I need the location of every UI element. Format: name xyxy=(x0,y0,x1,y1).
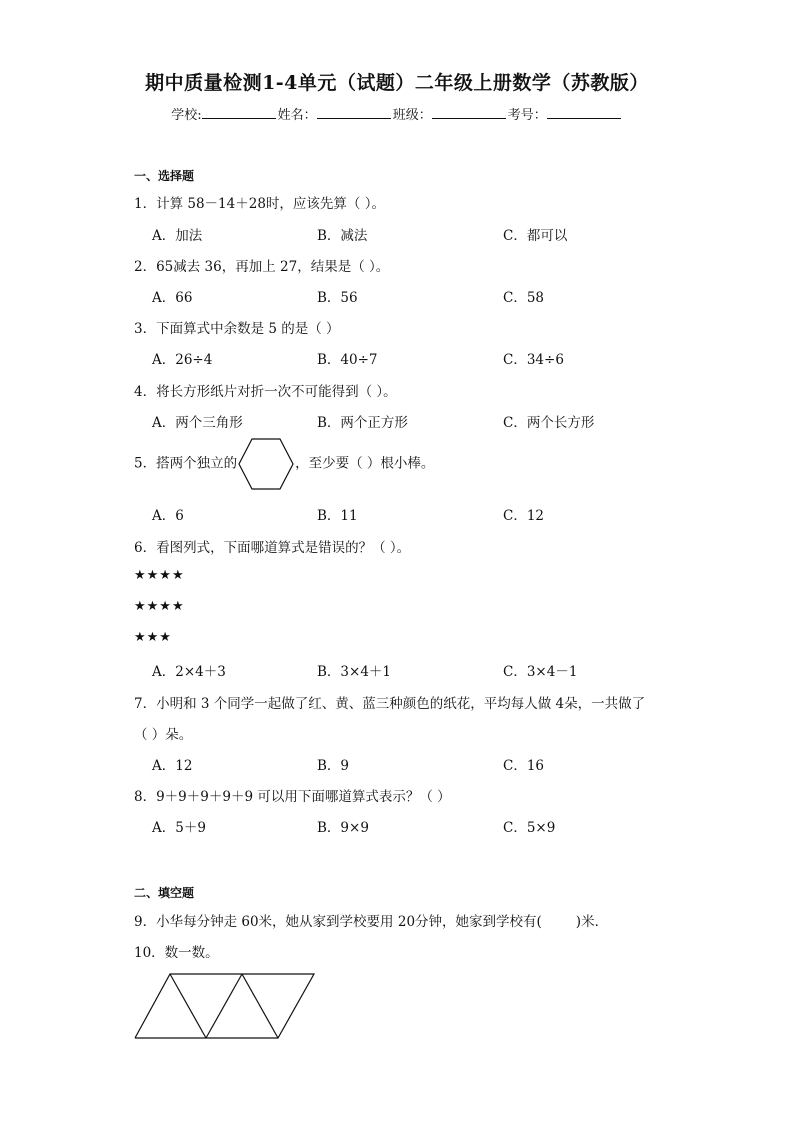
q6-option-a[interactable]: A．2×4＋3 xyxy=(152,664,226,680)
q2-option-b[interactable]: B．56 xyxy=(317,290,358,306)
school-label: 学校: xyxy=(171,108,202,123)
section-fill-heading: 二、填空题 xyxy=(134,886,195,900)
q3-option-a[interactable]: A．26÷4 xyxy=(152,352,213,368)
q5-text-before: 5．搭两个独立的 xyxy=(134,455,238,472)
q4-option-b[interactable]: B．两个正方形 xyxy=(317,415,408,431)
question-9 xyxy=(134,910,608,930)
question-6: 6．看图列式，下面哪道算式是错误的？（ ）。 xyxy=(134,540,411,556)
q8-option-c[interactable]: C．5×9 xyxy=(503,820,556,836)
class-label: 班级： xyxy=(392,108,432,123)
q5-option-a[interactable]: A．6 xyxy=(152,508,184,524)
page-title: 期中质量检测1-4单元（试题）二年级上册数学（苏教版） xyxy=(145,72,649,94)
number-label: 考号： xyxy=(507,108,547,123)
name-label: 姓名： xyxy=(277,108,317,123)
q2-option-c[interactable]: C．58 xyxy=(503,290,545,306)
star-row-2: ★★★★ xyxy=(134,599,185,614)
q5-option-c[interactable]: C．12 xyxy=(503,508,545,524)
question-5 xyxy=(134,438,434,490)
q9-text-before: 9．小华每分钟走 60米，她从家到学校要用 20分钟，她家到学校有( xyxy=(134,914,542,930)
star-row-1: ★★★★ xyxy=(134,568,185,583)
q6-option-c[interactable]: C．3×4－1 xyxy=(503,664,578,680)
question-10: 10．数一数。 xyxy=(134,945,219,961)
q5-option-b[interactable]: B．11 xyxy=(317,508,358,524)
star-row-3: ★★★ xyxy=(134,630,172,645)
q7-option-b[interactable]: B．9 xyxy=(317,758,350,774)
q8-option-a[interactable]: A．5＋9 xyxy=(152,820,206,836)
q9-text-after: )米． xyxy=(575,914,609,930)
number-blank[interactable] xyxy=(547,106,621,119)
q1-option-a[interactable]: A．加法 xyxy=(152,228,203,244)
q1-option-c[interactable]: C．都可以 xyxy=(503,228,568,244)
q7-option-a[interactable]: A．12 xyxy=(152,758,193,774)
q7-option-c[interactable]: C．16 xyxy=(503,758,545,774)
q3-option-b[interactable]: B．40÷7 xyxy=(317,352,378,368)
question-4: 4．将长方形纸片对折一次不可能得到（ ）。 xyxy=(134,384,397,400)
q4-option-c[interactable]: C．两个长方形 xyxy=(503,415,595,431)
class-blank[interactable] xyxy=(432,106,506,119)
section-choice-heading: 一、选择题 xyxy=(134,169,195,183)
q6-option-b[interactable]: B．3×4＋1 xyxy=(317,664,391,680)
question-8: 8．9＋9＋9＋9＋9 可以用下面哪道算式表示？（ ） xyxy=(134,789,451,805)
question-7: 7．小明和 3 个同学一起做了红、黄、蓝三种颜色的纸花，平均每人做 4朵，一共做了 xyxy=(134,696,646,712)
student-info-line xyxy=(0,104,794,123)
school-blank[interactable] xyxy=(202,106,276,119)
q3-option-c[interactable]: C．34÷6 xyxy=(503,352,564,368)
q8-option-b[interactable]: B．9×9 xyxy=(317,820,369,836)
question-7-cont: （ ）朵。 xyxy=(134,727,193,743)
q4-option-a[interactable]: A．两个三角形 xyxy=(152,415,243,431)
q1-option-b[interactable]: B．减法 xyxy=(317,228,368,244)
question-1: 1．计算 58－14＋28时，应该先算（ ）。 xyxy=(134,196,385,212)
hexagon-figure xyxy=(238,438,294,490)
name-blank[interactable] xyxy=(317,106,391,119)
q2-option-a[interactable]: A．66 xyxy=(152,290,193,306)
question-3: 3．下面算式中余数是 5 的是（ ） xyxy=(134,321,340,337)
q5-text-after: ，至少要（ ）根小棒。 xyxy=(295,455,435,472)
triangles-figure xyxy=(134,972,318,1040)
question-2: 2．65减去 36，再加上 27，结果是（ ）。 xyxy=(134,259,390,275)
